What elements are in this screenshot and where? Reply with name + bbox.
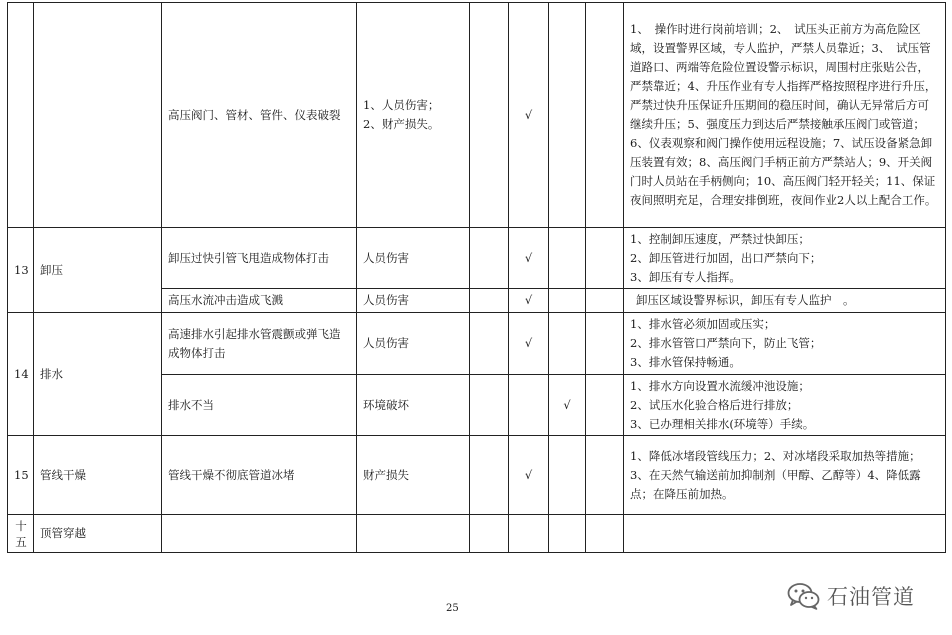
hazard-cell: 高速排水引起排水管震颤或弹飞造成物体打击 [162, 313, 357, 375]
check-cell [549, 228, 586, 289]
control-measure-cell [624, 289, 946, 313]
check-cell [586, 228, 624, 289]
measure-line: 3、卸压有专人指挥。 [630, 269, 741, 284]
consequence-cell [357, 515, 470, 553]
row-number-cell [8, 515, 34, 553]
consequence-cell [357, 289, 470, 313]
control-measure-cell [624, 228, 946, 289]
activity-cell: 管线干燥 [34, 436, 162, 515]
hazard-cell: 高压阀门、管材、管件、仪表破裂 [162, 3, 357, 228]
check-cell: √ [509, 3, 549, 228]
consequence-cell [357, 436, 470, 515]
check-cell [586, 515, 624, 553]
hazard-cell: 高压水流冲击造成飞溅 [162, 289, 357, 313]
check-cell [509, 375, 549, 436]
check-cell [470, 289, 509, 313]
consequence-line: 财产损失 [363, 467, 409, 482]
measure-line: 2、排水管管口严禁向下，防止飞管； [630, 336, 822, 350]
control-measure-cell [624, 313, 946, 375]
row-number-text: 十五 [15, 518, 27, 549]
activity-cell: 顶管穿越 [34, 515, 162, 553]
check-cell [470, 3, 509, 228]
wechat-icon [787, 582, 821, 610]
check-cell [586, 289, 624, 313]
row-number-cell: 15 [8, 436, 34, 515]
check-cell [549, 515, 586, 553]
hazard-cell: 排水不当 [162, 375, 357, 436]
consequence-cell [357, 3, 470, 228]
consequence-line: 人员伤害 [363, 336, 409, 350]
table-row [8, 228, 946, 289]
check-cell [586, 3, 624, 228]
measure-line: 2、卸压管进行加固，出口严禁向下； [630, 250, 822, 265]
control-measure-cell [624, 3, 946, 228]
check-cell [549, 289, 586, 313]
measure-line: 1、控制卸压速度，严禁过快卸压； [630, 231, 810, 246]
check-cell [586, 313, 624, 375]
consequence-cell [357, 375, 470, 436]
watermark [787, 581, 915, 611]
check-cell [549, 313, 586, 375]
check-cell [586, 375, 624, 436]
check-cell: √ [509, 313, 549, 375]
measure-text: 1、降低冰堵段管线压力；2、对冰堵段采取加热等措施；3、在天然气输送前加抑制剂（甲醇、乙醇等）4、降低露点；在降压前加热。 [630, 448, 921, 501]
table-row [8, 436, 946, 515]
table-row [8, 515, 946, 553]
measure-line: 3、已办理相关排水(环境等）手续。 [630, 416, 815, 431]
check-cell [470, 436, 509, 515]
check-cell: √ [509, 228, 549, 289]
measure-line: 2、试压水化验合格后进行排放； [630, 397, 799, 412]
row-number-cell: 13 [8, 228, 34, 313]
consequence-cell [357, 228, 470, 289]
table-row [8, 3, 946, 228]
consequence-line: 人员伤害 [363, 293, 409, 307]
consequence-cell [357, 313, 470, 375]
page-number: 25 [446, 603, 459, 614]
control-measure-cell [624, 375, 946, 436]
measure-line: 3、排水管保持畅通。 [630, 355, 741, 369]
consequence-line: 环境破坏 [363, 397, 409, 412]
hazard-cell: 管线干燥不彻底管道冰堵 [162, 436, 357, 515]
table-row [8, 313, 946, 375]
consequence-line: 人员伤害 [363, 250, 409, 265]
consequence-line: 1、人员伤害； [363, 98, 440, 112]
control-measure-cell [624, 515, 946, 553]
check-cell [509, 515, 549, 553]
row-number-cell [8, 3, 34, 228]
check-cell [549, 3, 586, 228]
check-cell [470, 515, 509, 553]
check-cell [586, 436, 624, 515]
hazard-cell [162, 515, 357, 553]
check-cell [470, 375, 509, 436]
measure-line: 1、排水管必须加固或压实； [630, 317, 776, 331]
check-cell: √ [549, 375, 586, 436]
consequence-line: 2、财产损失。 [363, 117, 440, 131]
activity-cell [34, 3, 162, 228]
row-number-cell: 14 [8, 313, 34, 436]
activity-cell: 排水 [34, 313, 162, 436]
control-measure-cell [624, 436, 946, 515]
measure-line: 卸压区域设警界标识，卸压有专人监护 。 [636, 293, 855, 307]
hazard-cell: 卸压过快引管飞甩造成物体打击 [162, 228, 357, 289]
check-cell: √ [509, 289, 549, 313]
check-cell: √ [509, 436, 549, 515]
measure-line: 1、排水方向设置水流缓冲池设施； [630, 378, 810, 393]
activity-cell: 卸压 [34, 228, 162, 313]
measure-text: 1、 操作时进行岗前培训；2、 试压头正前方为高危险区域，设置警界区域，专人监护，严禁人员靠近；3、 试压管道路口、两端等危险位置设警示标识，周围村庄张贴公告，严禁靠近；4、升压作业有专人指挥严格按照程序进行升压，严禁过快升压保证升压期间的稳压时间，确认无异常后方可继续升压；5、强度压力到达后严禁接触承压阀门或管道；6、仪表观察和阀门操作使用远程设施；7、试压设备紧急卸压装置有效；8、高压阀门手柄正前方严禁站人；9、开关阀门时人员站在手柄侧向；10、高压阀门轻开轻关；11、保证夜间照明充足，合理安排倒班，夜间作业2人以上配合工作。 [630, 22, 937, 207]
watermark-text: 石油管道 [827, 585, 915, 609]
check-cell [549, 436, 586, 515]
check-cell [470, 313, 509, 375]
risk-assessment-table [7, 2, 946, 553]
check-cell [470, 228, 509, 289]
